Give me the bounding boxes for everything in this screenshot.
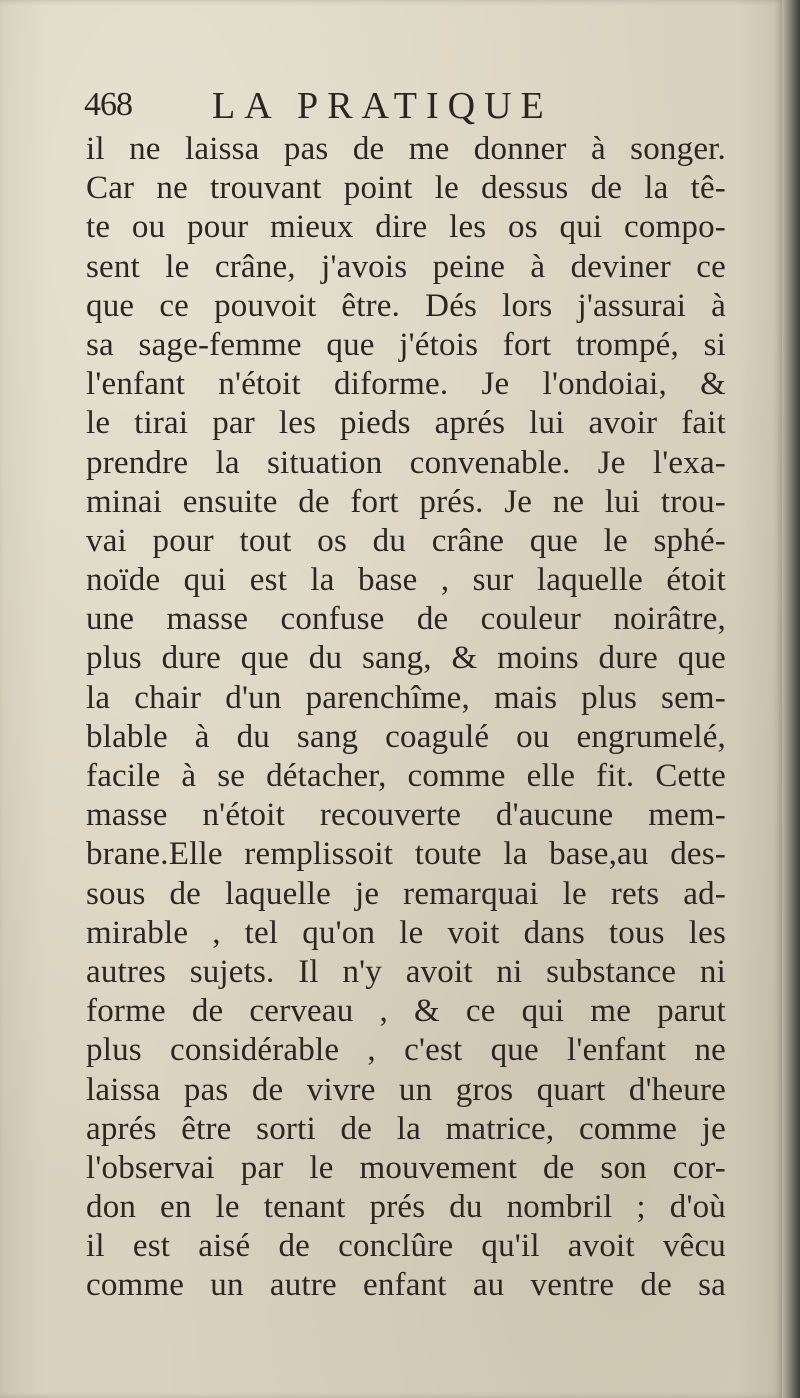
text-line: blable à du sang coagulé ou engrumelé, <box>86 718 726 755</box>
text-line: brane.Elle remplissoit toute la base,au des- <box>86 836 726 873</box>
text-line: plus considérable , c'est que l'enfant ne <box>86 1032 726 1069</box>
text-line: facile à se détacher, comme elle fit. Cette <box>86 758 726 794</box>
text-line: Car ne trouvant point le dessus de la tê- <box>86 170 726 207</box>
text-line: aprés être sorti de la matrice, comme je <box>86 1110 726 1147</box>
text-line: il est aisé de conclûre qu'il avoit vêcu <box>86 1228 726 1265</box>
running-head <box>84 84 684 128</box>
text-line: la chair d'un parenchîme, mais plus sem- <box>86 679 726 716</box>
page-number: 468 <box>84 86 132 123</box>
text-line: que ce pouvoit être. Dés lors j'assurai à <box>86 287 726 324</box>
text-line: prendre la situation convenable. Je l'exa- <box>86 444 726 481</box>
binding-edge <box>782 0 800 1398</box>
text-line: le tirai par les pieds aprés lui avoir fait <box>86 405 726 442</box>
body-text <box>86 130 726 1306</box>
text-line: il ne laissa pas de me donner à songer. <box>86 131 726 167</box>
text-line: mirable , tel qu'on le voit dans tous les <box>86 914 726 951</box>
text-line: forme de cerveau , & ce qui me parut <box>86 993 726 1030</box>
text-line: comme un autre enfant au ventre de sa <box>86 1267 726 1304</box>
text-line: laissa pas de vivre un gros quart d'heure <box>86 1071 726 1108</box>
text-line: autres sujets. Il n'y avoit ni substance ni <box>86 953 726 990</box>
text-line: sa sage-femme que j'étois fort trompé, si <box>86 326 726 363</box>
text-line: noïde qui est la base , sur laquelle étoit <box>86 562 726 599</box>
text-line: don en le tenant prés du nombril ; d'où <box>86 1189 726 1226</box>
text-line: sent le crâne, j'avois peine à deviner ce <box>86 248 726 285</box>
text-line: vai pour tout os du crâne que le sphé- <box>86 522 726 559</box>
text-line: l'enfant n'étoit diforme. Je l'ondoiai, & <box>86 366 726 403</box>
text-line: sous de laquelle je remarquai le rets ad- <box>86 875 726 912</box>
text-line: masse n'étoit recouverte d'aucune mem- <box>86 797 726 834</box>
text-line: l'observai par le mouvement de son cor- <box>86 1149 726 1186</box>
text-line: minai ensuite de fort prés. Je ne lui trou- <box>86 483 726 520</box>
running-title: LA PRATIQUE <box>212 85 553 127</box>
text-line: te ou pour mieux dire les os qui compo- <box>86 209 726 246</box>
text-line: plus dure que du sang, & moins dure que <box>86 640 726 677</box>
text-line: une masse confuse de couleur noirâtre, <box>86 601 726 638</box>
